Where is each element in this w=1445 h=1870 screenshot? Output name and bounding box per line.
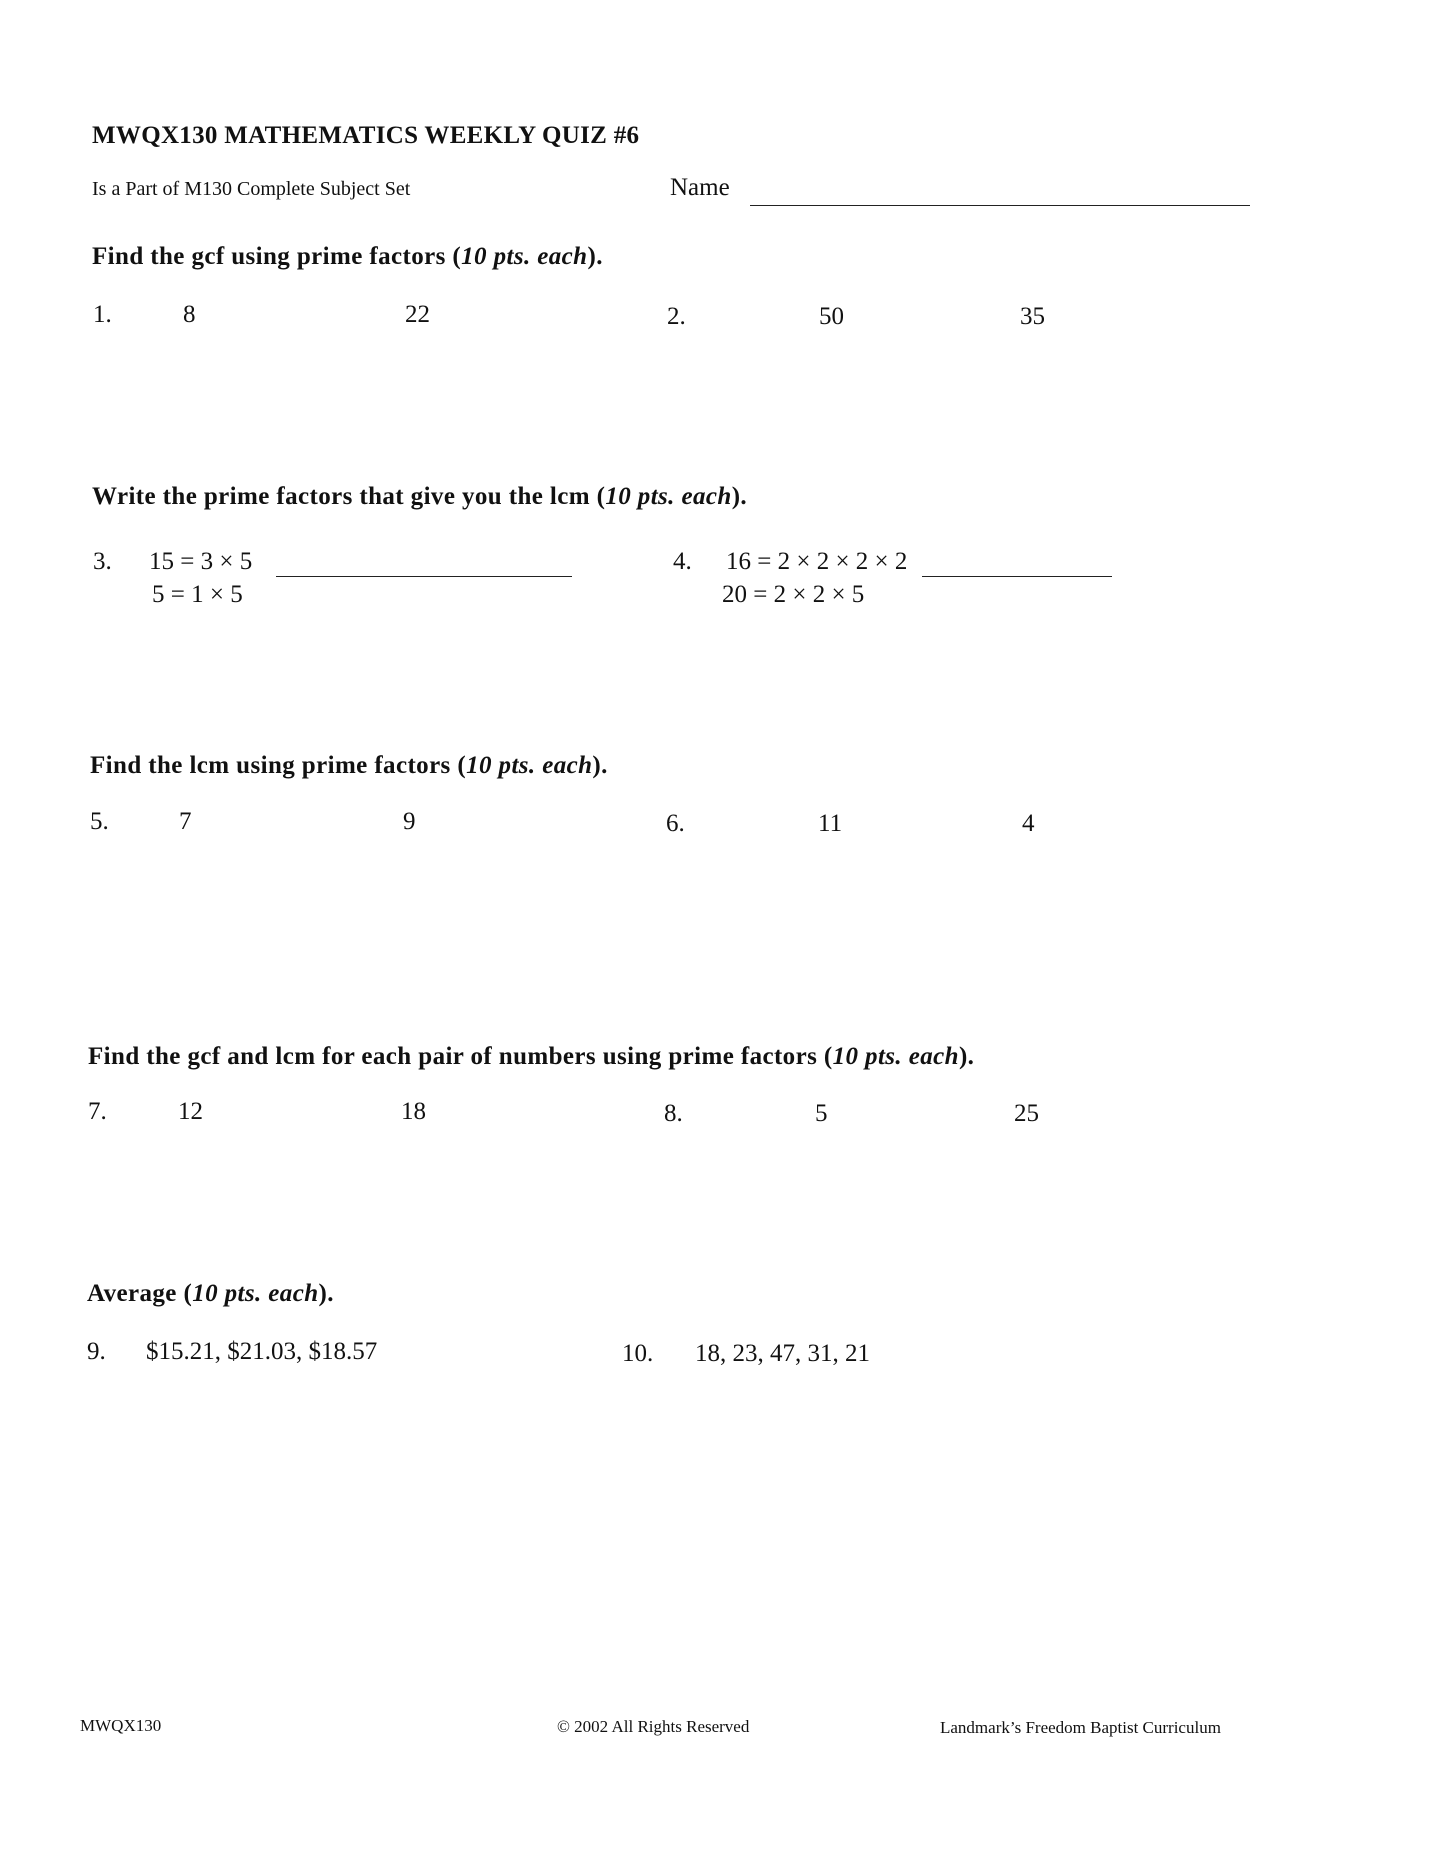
problem-value: 22 <box>405 301 430 328</box>
section-points: 10 pts. each <box>605 483 732 510</box>
page-title: MWQX130 MATHEMATICS WEEKLY QUIZ #6 <box>92 122 640 149</box>
answer-line[interactable] <box>922 576 1112 577</box>
problem-number: 10. <box>622 1340 654 1367</box>
problem-number: 3. <box>93 548 112 575</box>
section-heading-3: Find the lcm using prime factors (10 pts. each). <box>90 752 608 779</box>
section-heading-text: Find the gcf and lcm for each pair of numbers using prime factors <box>88 1043 818 1070</box>
section-heading-2: Write the prime factors that give you the lcm (10 pts. each). <box>92 483 748 510</box>
subtitle: Is a Part of M130 Complete Subject Set <box>92 178 411 200</box>
problem-value: 12 <box>178 1098 203 1125</box>
problem-value: 9 <box>403 808 416 835</box>
section-points: 10 pts. each <box>192 1280 319 1307</box>
problem-value: 11 <box>818 810 843 837</box>
problem-number: 8. <box>664 1100 683 1127</box>
name-label: Name <box>670 174 730 201</box>
problem-value: 18 <box>401 1098 426 1125</box>
section-heading-text: Find the gcf using prime factors <box>92 243 446 270</box>
problem-number: 2. <box>667 303 686 330</box>
problem-number: 4. <box>673 548 692 575</box>
problem-value: 7 <box>179 808 192 835</box>
problem-value: 25 <box>1014 1100 1039 1127</box>
factor-line: 5 = 1 × 5 <box>152 581 243 608</box>
section-heading-text: Write the prime factors that give you the lcm <box>92 483 590 510</box>
problem-number: 7. <box>88 1098 107 1125</box>
name-input-line[interactable] <box>750 205 1250 206</box>
problem-values: $15.21, $21.03, $18.57 <box>146 1338 378 1365</box>
problem-value: 35 <box>1020 303 1045 330</box>
answer-line[interactable] <box>276 576 572 577</box>
problem-number: 9. <box>87 1338 106 1365</box>
footer-copyright: © 2002 All Rights Reserved <box>557 1717 750 1736</box>
footer-code: MWQX130 <box>80 1716 162 1735</box>
factor-line: 15 = 3 × 5 <box>149 548 253 575</box>
section-points: 10 pts. each <box>461 243 588 270</box>
problem-value: 5 <box>815 1100 828 1127</box>
section-heading-text: Find the lcm using prime factors <box>90 752 451 779</box>
section-heading-5: Average (10 pts. each). <box>87 1280 334 1307</box>
section-points: 10 pts. each <box>832 1043 959 1070</box>
section-points: 10 pts. each <box>466 752 593 779</box>
problem-values: 18, 23, 47, 31, 21 <box>695 1340 870 1367</box>
problem-number: 1. <box>93 301 112 328</box>
problem-number: 6. <box>666 810 685 837</box>
section-heading-text: Average <box>87 1280 177 1307</box>
section-heading-1: Find the gcf using prime factors (10 pts. each). <box>92 243 603 270</box>
section-heading-4: Find the gcf and lcm for each pair of numbers using prime factors (10 pts. each). <box>88 1043 975 1070</box>
footer-publisher: Landmark’s Freedom Baptist Curriculum <box>940 1718 1221 1737</box>
problem-value: 4 <box>1022 810 1035 837</box>
problem-value: 8 <box>183 301 196 328</box>
problem-value: 50 <box>819 303 844 330</box>
factor-line: 20 = 2 × 2 × 5 <box>722 581 865 608</box>
factor-line: 16 = 2 × 2 × 2 × 2 <box>726 548 908 575</box>
problem-number: 5. <box>90 808 109 835</box>
